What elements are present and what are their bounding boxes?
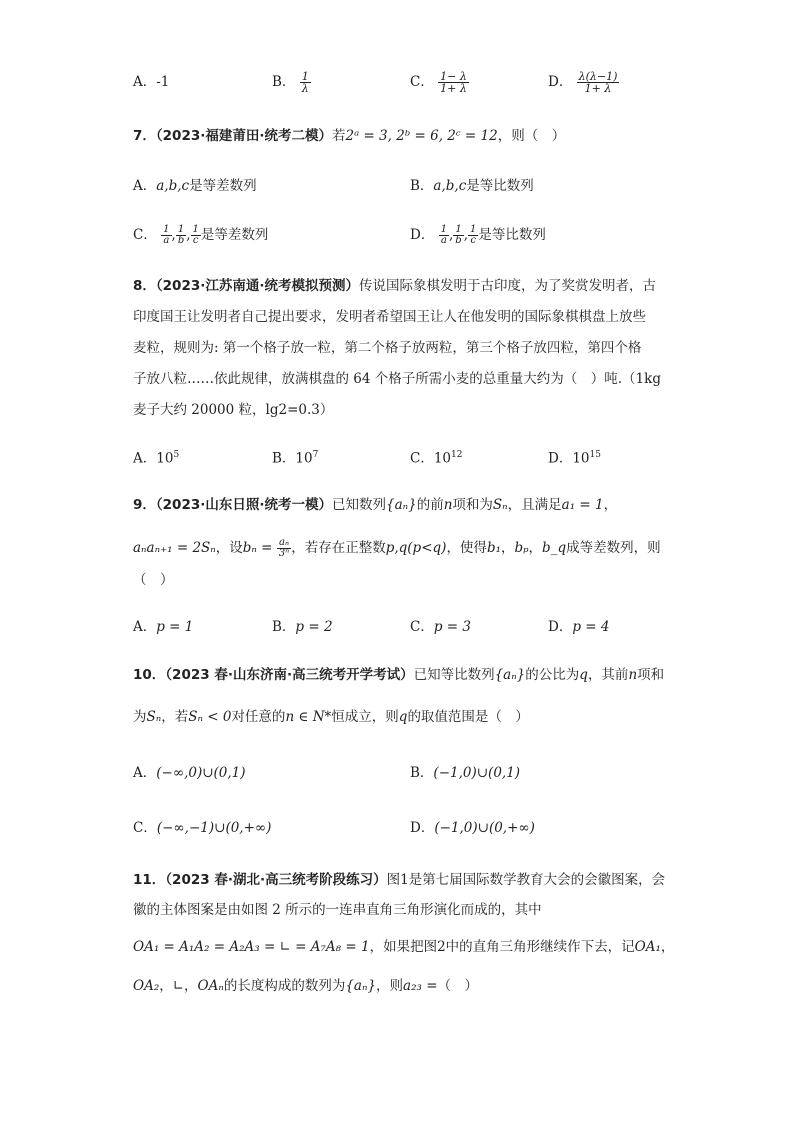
q8-stem-line3: 麦粒，规则为: 第一个格子放一粒，第二个格子放两粒，第三个格子放四粒，第四个格 (133, 340, 642, 356)
q11-stem-line1: 11．（2023 春·湖北·高三统考阶段练习）图1是第七届国际数学教育大会的会徽图案，会 (133, 872, 666, 888)
q10-option-b[interactable]: B．(−1,0)∪(0,1) (410, 765, 521, 781)
fraction: $\frac{1}{b}$ (455, 224, 462, 246)
question-source: （2023·江苏南通·统考模拟预测） (155, 278, 359, 294)
q8-option-c[interactable]: C．$10^{12}$ (410, 450, 463, 467)
q9-stem-line1: 9．（2023·山东日照·统考一模）已知数列{aₙ}的前n项和为Sₙ，且满足a₁ = 1， (133, 497, 618, 513)
q8-option-d[interactable]: D．$10^{15}$ (548, 450, 601, 467)
q6-option-d[interactable]: D． $\frac{\lambda(\lambda-1)}{1+ \lambda}$ (548, 70, 618, 95)
fraction: $\frac{1}{a}$ (163, 224, 170, 246)
fraction: $\frac{1}{b}$ (177, 224, 185, 246)
q9-stem-line2: aₙaₙ₊₁ = 2Sₙ，设bₙ = $\frac{\text{aₙ}}{\text{3ⁿ}}$ ，若存在正整数p,q(p<q)，使得b₁，bₚ，b_q成等差数列，则 (133, 537, 661, 559)
question-source: （2023 春·湖北·高三统考阶段练习） (165, 872, 387, 888)
q6-option-b[interactable]: B． $\frac{1}{\lambda}$ (272, 70, 309, 95)
q11-stem-line3: OA₁ = A₁A₂ = A₂A₃ = ∟ = A₇A₈ = 1，如果把图2中的直角三角形继续作下去，记OA₁， (133, 939, 675, 955)
q10-option-a[interactable]: A．(−∞,0)∪(0,1) (133, 765, 246, 781)
q8-stem-line1: 8．（2023·江苏南通·统考模拟预测）传说国际象棋发明于古印度，为了奖赏发明者，古 (133, 278, 656, 294)
q6-option-a[interactable]: A．-1 (133, 74, 170, 90)
q10-options-row1 (0, 761, 794, 785)
q10-option-d[interactable]: D．(−1,0)∪(0,+∞) (410, 820, 535, 836)
q8-stem-line2: 印度国王让发明者自己提出要求，发明者希望国王让人在他发明的国际象棋棋盘上放些 (133, 309, 646, 325)
q6-option-c[interactable]: C． $\frac{1- \lambda}{1+ \lambda}$ (410, 70, 467, 95)
fraction: $\frac{1}{a}$ (440, 224, 447, 246)
q7-option-c[interactable]: C． $\frac{1}{a}$ , $\frac{1}{b}$ , $\frac{1}{c}$ 是等差数列 (133, 224, 269, 246)
q8-stem-line4: 子放八粒……依此规律，放满棋盘的 64 个格子所需小麦的总重量大约为（ ）吨.（1kg (133, 371, 661, 387)
q7-stem: 7．（2023·福建莆田·统考二模）若2ᵃ = 3, 2ᵇ = 6, 2ᶜ = 12，则（ ） (133, 128, 566, 144)
fraction: $\frac{\text{aₙ}}{\text{3ⁿ}}$ (278, 537, 290, 559)
fraction: $\frac{1}{\lambda}$ (301, 70, 309, 95)
q9-option-c[interactable]: C．p = 3 (410, 619, 471, 635)
q6-options (0, 70, 794, 94)
q8-option-b[interactable]: B．$10^7$ (272, 450, 319, 467)
q7-option-b[interactable]: B．a,b,c是等比数列 (410, 178, 534, 194)
q10-option-c[interactable]: C．(−∞,−1)∪(0,+∞) (133, 820, 272, 836)
q9-stem-line3: （ ） (133, 572, 174, 588)
q11-stem-line4: OA₂，∟，OAₙ的长度构成的数列为{aₙ}，则a₂₃ =（ ） (133, 978, 479, 994)
q9-option-b[interactable]: B．p = 2 (272, 619, 333, 635)
q8-stem-line5: 麦子大约 20000 粒，lg2=0.3） (133, 402, 334, 418)
q7-options-row1 (0, 174, 794, 198)
fraction: $\frac{1}{c}$ (192, 224, 199, 246)
question-source: （2023·山东日照·统考一模） (155, 497, 332, 513)
q8-option-a[interactable]: A．$10^5$ (133, 450, 180, 467)
question-source: （2023 春·山东济南·高三统考开学考试） (165, 667, 414, 683)
fraction: $\frac{\lambda(\lambda-1)}{1+ \lambda}$ (578, 70, 618, 95)
q8-options (0, 443, 794, 467)
question-source: （2023·福建莆田·统考二模） (155, 128, 332, 144)
q11-stem-line2: 徽的主体图案是由如图 2 所示的一连串直角三角形演化而成的，其中 (133, 902, 542, 918)
q9-options (0, 615, 794, 639)
q10-stem-line1: 10．（2023 春·山东济南·高三统考开学考试）已知等比数列{aₙ}的公比为q，其前n项和 (133, 667, 665, 683)
q7-option-d[interactable]: D． $\frac{1}{a}$ , $\frac{1}{b}$ , $\frac{1}{c}$ 是等比数列 (410, 224, 546, 246)
q7-options-row2 (0, 223, 794, 247)
q9-option-d[interactable]: D．p = 4 (548, 619, 610, 635)
fraction: $\frac{1- \lambda}{1+ \lambda}$ (440, 70, 467, 95)
q7-option-a[interactable]: A．a,b,c是等差数列 (133, 178, 257, 194)
fraction: $\frac{1}{c}$ (470, 224, 477, 246)
q9-option-a[interactable]: A．p = 1 (133, 619, 194, 635)
q10-options-row2 (0, 816, 794, 840)
q10-stem-line2: 为Sₙ，若Sₙ < 0对任意的n ∈ N*恒成立，则q的取值范围是（ ） (133, 709, 529, 725)
